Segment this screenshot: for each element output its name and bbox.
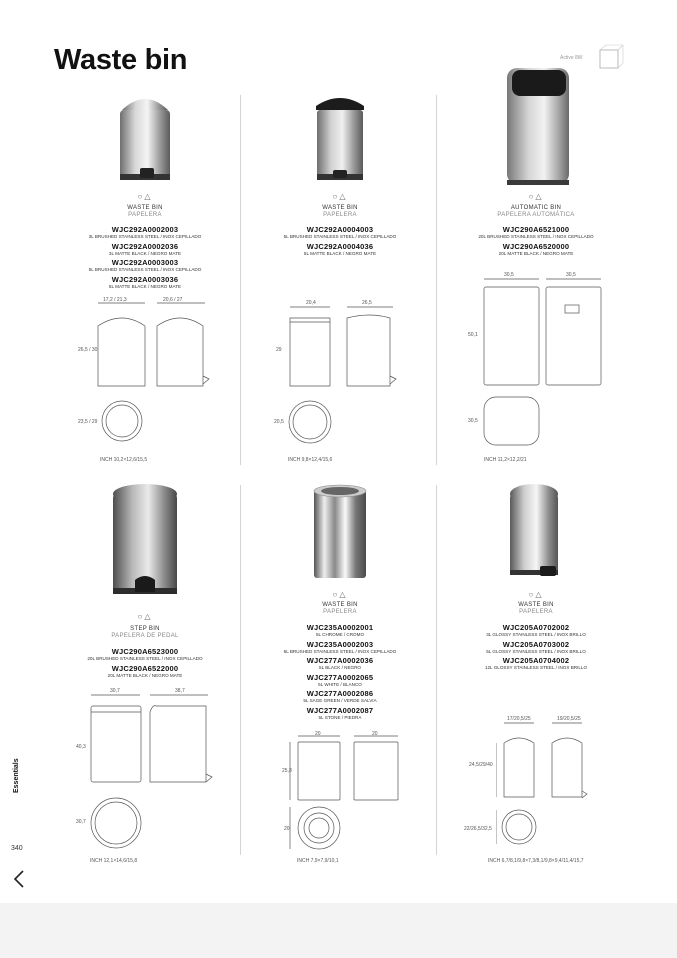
product-subname: PAPELERA DE PEDAL bbox=[111, 633, 179, 639]
product-codes bbox=[436, 223, 636, 256]
product-desc: 20L BRUSHED STAINLESS STEEL / INOX CEPILLADO bbox=[87, 656, 203, 661]
product-desc: 20L BRUSHED STAINLESS STEEL / INOX CEPILLADO bbox=[478, 234, 594, 239]
dimension-label: 26,5 / 30 bbox=[78, 347, 98, 353]
page-title: Waste bin bbox=[54, 44, 188, 76]
dimension-label: 38,7 bbox=[175, 688, 185, 694]
product-code: WJC277A0002065 bbox=[306, 672, 374, 682]
chevron-left-icon bbox=[10, 868, 30, 890]
dimension-label: 20 bbox=[284, 826, 290, 832]
product-code: WJC292A0002036 bbox=[111, 241, 179, 251]
dimension-label: 20,5 bbox=[274, 419, 284, 425]
product-code: WJC292A0002003 bbox=[111, 225, 179, 234]
inch-label: INCH 7,9×7,9/10,1 bbox=[297, 858, 339, 864]
product-desc: 5L SAGE GREEN / VERDE SALVIA bbox=[303, 698, 377, 703]
dimension-label: 25,8 bbox=[282, 768, 292, 774]
product-codes bbox=[240, 223, 440, 256]
product-name: WASTE BIN bbox=[127, 205, 163, 211]
dimension-label: 30,7 bbox=[76, 819, 86, 825]
feature-icons: ○△ bbox=[528, 590, 544, 599]
product-codes bbox=[436, 621, 636, 671]
product-code: WJC292A0003036 bbox=[111, 274, 179, 284]
product-code: WJC277A0002086 bbox=[306, 689, 374, 698]
section-label: Essentials bbox=[13, 758, 20, 793]
bin-photo bbox=[103, 480, 187, 602]
product-codes bbox=[240, 621, 440, 720]
product-codes bbox=[45, 223, 245, 289]
feature-icons: ○△ bbox=[137, 612, 153, 621]
inch-label: INCH 9,8×12,4/15,6 bbox=[288, 457, 333, 463]
dimension-label: 30,5 bbox=[504, 272, 514, 278]
dimension-label: 30,7 bbox=[110, 688, 120, 694]
inch-label: INCH 11,2×12,2/21 bbox=[484, 457, 527, 463]
product-code: WJC292A0004003 bbox=[306, 225, 374, 234]
product-subname: PAPELERA bbox=[519, 609, 553, 615]
bin-photo bbox=[504, 62, 572, 188]
product-name: WASTE BIN bbox=[518, 602, 554, 608]
inch-label: INCH 12,1×14,6/15,8 bbox=[90, 858, 138, 864]
product-code: WJC290A6521000 bbox=[502, 225, 570, 234]
product-desc: 5L BRUSHED STAINLESS STEEL / INOX CEPILLADO bbox=[88, 267, 202, 272]
product-code: WJC235A0002001 bbox=[306, 623, 374, 632]
dimension-label: 24,5/29/40 bbox=[469, 762, 493, 768]
technical-drawing bbox=[481, 272, 651, 452]
inch-label: INCH 6,7/8,1/9,8×7,3/8,1/9,8×9,4/11,4/15,7 bbox=[488, 858, 584, 864]
product-desc: 5L MATTE BLACK / NEGRO MATE bbox=[108, 283, 182, 289]
bin-photo bbox=[110, 88, 180, 188]
feature-icons: ○△ bbox=[332, 590, 348, 599]
dimension-label: 17,2 / 21,3 bbox=[103, 297, 127, 303]
feature-icons: ○△ bbox=[332, 192, 348, 201]
product-desc: 5L BLACK / NEGRO bbox=[319, 665, 361, 670]
product-desc: 20L MATTE BLACK / NEGRO MATE bbox=[107, 672, 183, 678]
dimension-label: 50,1 bbox=[468, 332, 478, 338]
technical-drawing bbox=[285, 300, 455, 460]
dimension-label: 19/20,5/25 bbox=[557, 716, 581, 722]
product-desc: 3L MATTE BLACK / NEGRO MATE bbox=[108, 250, 182, 256]
product-desc: 12L GLOSSY STAINLESS STEEL / INOX BRILLO bbox=[484, 665, 588, 670]
product-name: WASTE BIN bbox=[322, 205, 358, 211]
product-code: WJC290A6520000 bbox=[502, 241, 570, 251]
product-desc: 5L CHROME / CROMO bbox=[315, 632, 365, 637]
product-code: WJC205A0704002 bbox=[502, 656, 570, 665]
product-codes bbox=[45, 645, 245, 678]
technical-drawing bbox=[95, 296, 255, 456]
feature-icons: ○△ bbox=[528, 192, 544, 201]
bin-photo bbox=[308, 482, 372, 582]
product-code: WJC277A0002087 bbox=[306, 705, 374, 715]
product-subname: PAPELERA bbox=[128, 212, 162, 218]
product-desc: 5L GLOSSY STAINLESS STEEL / INOX BRILLO bbox=[486, 648, 586, 654]
bin-photo bbox=[305, 88, 375, 188]
dimension-label: 20 bbox=[372, 731, 378, 737]
bin-photo bbox=[504, 480, 568, 584]
dimension-label: 30,5 bbox=[566, 272, 576, 278]
dimension-label: 29 bbox=[276, 347, 282, 353]
dimension-label: 17/20,5/25 bbox=[507, 716, 531, 722]
dimension-label: 20 bbox=[315, 731, 321, 737]
product-code: WJC290A6523000 bbox=[111, 647, 179, 656]
technical-drawing bbox=[88, 688, 263, 860]
feature-icons: ○△ bbox=[137, 192, 153, 201]
product-desc: 3L BRUSHED STAINLESS STEEL / INOX CEPILLADO bbox=[88, 234, 202, 239]
dimension-label: 23,5 / 29 bbox=[78, 419, 98, 425]
product-code: WJC205A0703002 bbox=[502, 639, 570, 649]
product-subname: PAPELERA bbox=[323, 212, 357, 218]
product-desc: 5L BRUSHED STAINLESS STEEL / INOX CEPILLADO bbox=[283, 648, 397, 654]
product-desc: 5L STONE / PIEDRA bbox=[318, 714, 362, 720]
inch-label: INCH 10,2×12,6/15,5 bbox=[100, 457, 148, 463]
product-subname: PAPELERA bbox=[323, 609, 357, 615]
dimension-label: 40,3 bbox=[76, 744, 86, 750]
back-button[interactable] bbox=[10, 868, 30, 890]
product-code: WJC205A0702002 bbox=[502, 623, 570, 632]
product-code: WJC292A0004036 bbox=[306, 241, 374, 251]
page-number: 340 bbox=[11, 845, 23, 852]
product-desc: 20L MATTE BLACK / NEGRO MATE bbox=[498, 250, 574, 256]
technical-drawing bbox=[496, 715, 646, 860]
product-name: STEP BIN bbox=[130, 626, 160, 632]
dimension-label: 20,6 / 27 bbox=[163, 297, 183, 303]
product-name: AUTOMATIC BIN bbox=[510, 205, 562, 211]
dimension-label: 26,5 bbox=[362, 300, 372, 306]
dimension-label: 30,5 bbox=[468, 418, 478, 424]
product-code: WJC277A0002036 bbox=[306, 656, 374, 665]
dimension-label: 20,4 bbox=[306, 300, 316, 306]
product-code: WJC235A0002003 bbox=[306, 639, 374, 649]
dimension-label: 22/26,5/32,5 bbox=[464, 826, 492, 832]
product-desc: 5L BRUSHED STAINLESS STEEL / INOX CEPILLADO bbox=[283, 234, 397, 239]
product-code: WJC290A6522000 bbox=[111, 663, 179, 673]
product-name: WASTE BIN bbox=[322, 602, 358, 608]
product-desc: 5L WHITE / BLANCO bbox=[318, 681, 362, 687]
product-code: WJC292A0003003 bbox=[111, 258, 179, 267]
product-desc: 5L MATTE BLACK / NEGRO MATE bbox=[303, 250, 377, 256]
technical-drawing bbox=[288, 730, 448, 860]
product-desc: 3L GLOSSY STAINLESS STEEL / INOX BRILLO bbox=[486, 632, 586, 637]
product-subname: PAPELERA AUTOMÁTICA bbox=[497, 212, 575, 218]
badge-label: Active 8W bbox=[560, 55, 583, 61]
